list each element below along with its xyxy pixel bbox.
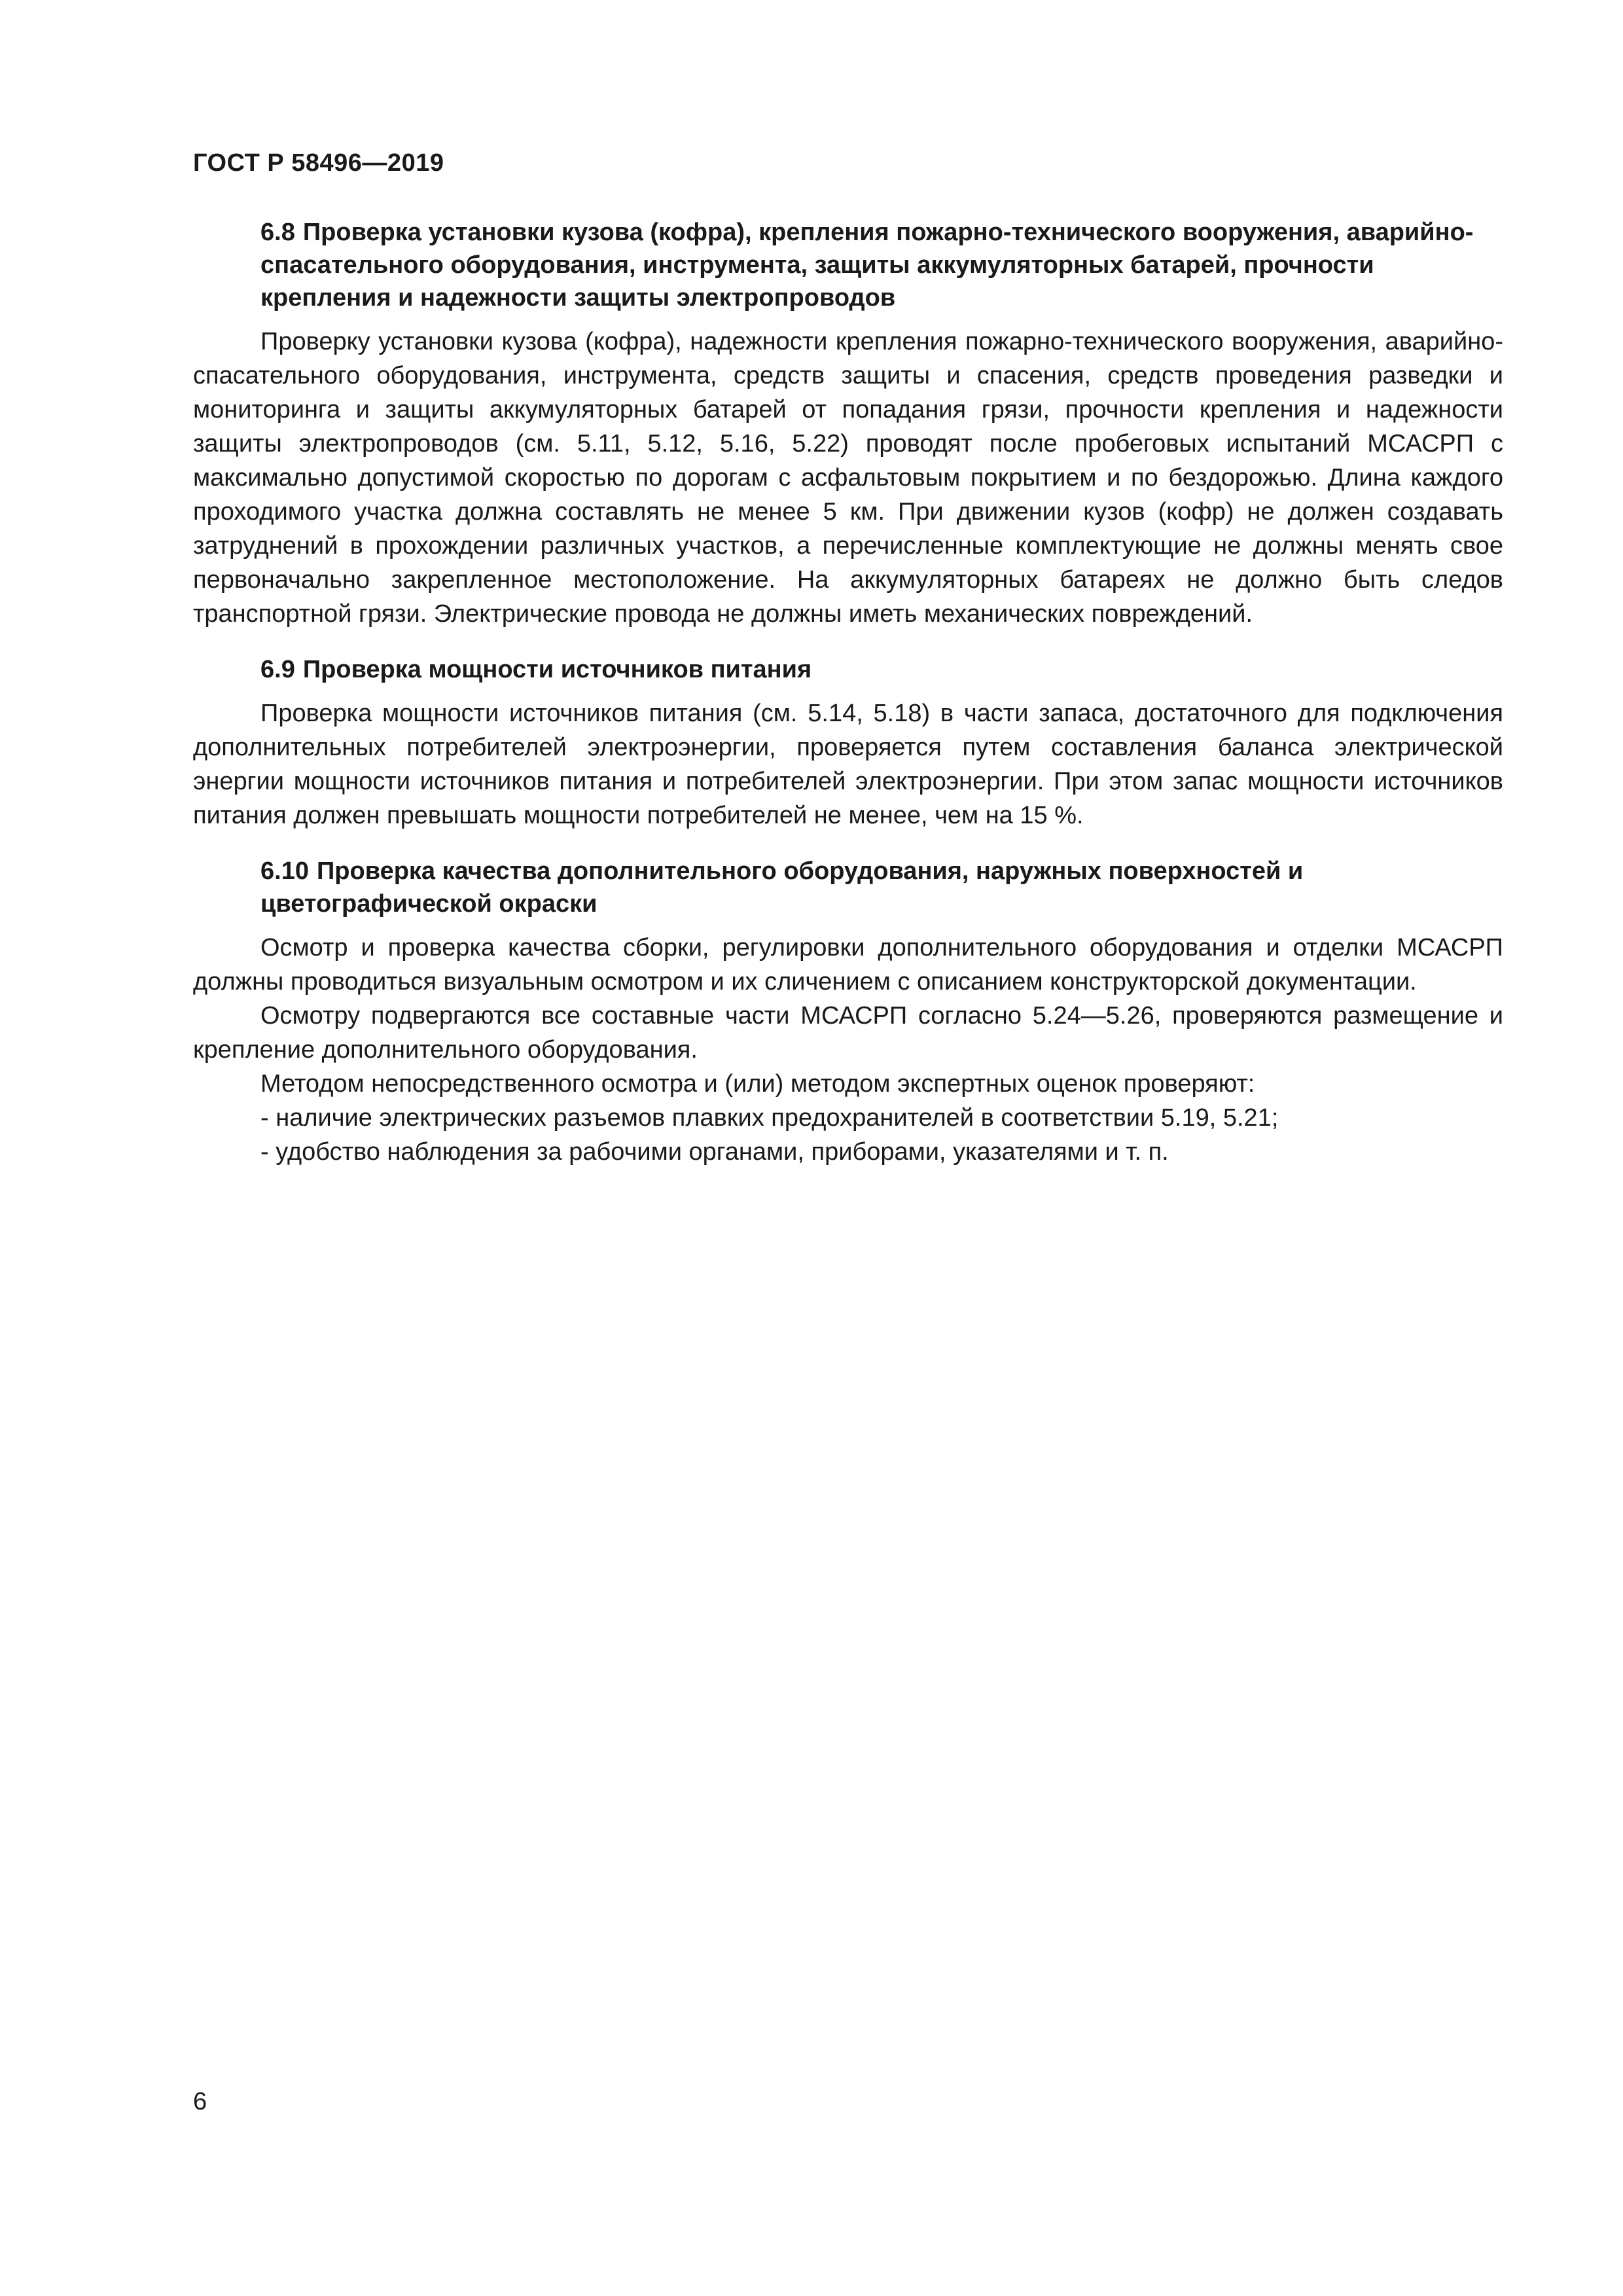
section-number: 6.9 xyxy=(260,656,295,683)
document-body xyxy=(193,216,1503,1169)
section-6-10 xyxy=(193,855,1503,1169)
paragraph: Осмотру подвергаются все составные части МСАСРП согласно 5.24—5.26, проверяются размещение и крепление дополнительного оборудования. xyxy=(193,1002,1503,1064)
paragraph: Проверку установки кузова (кофра), надежности крепления пожарно-технического вооружения, аварийно-спасательного оборудования, инструмента, средств защиты и спасения, средств проведения разведки и мониторинга и защиты аккумуляторных батарей от попадания грязи, прочности крепления и надежности защиты электропроводов (см. 5.11, 5.12, 5.16, 5.22) проводят после пробеговых испытаний МСАСРП с максимально допустимой скоростью по дорогам с асфальтовым покрытием и по бездорожью. Длина каждого проходимого участка должна составлять не менее 5 км. При движении кузов (кофр) не должен создавать затруднений в прохождении различных участков, а перечисленные комплектующие не должны менять свое первоначально закрепленное местоположение. На аккумуляторных батареях не должно быть следов транспортной грязи. Электрические провода не должны иметь механических повреждений. xyxy=(193,328,1503,628)
section-title: Проверка мощности источников питания xyxy=(302,656,812,683)
paragraph: Осмотр и проверка качества сборки, регулировки дополнительного оборудования и отделки МСАСРП должны проводиться визуальным осмотром и их сличением с описанием конструкторской документации. xyxy=(193,934,1503,996)
section-6-8 xyxy=(193,216,1503,631)
paragraph: Методом непосредственного осмотра и (или) методом экспертных оценок проверяют: xyxy=(260,1070,1255,1098)
list-item: - наличие электрических разъемов плавких предохранителей в соответствии 5.19, 5.21; xyxy=(260,1104,1279,1132)
section-title: Проверка качества дополнительного оборудования, наружных поверхностей и цветографической окраски xyxy=(260,857,1304,918)
document-id-header: ГОСТ Р 58496—2019 xyxy=(193,149,444,177)
section-heading xyxy=(193,855,1503,920)
section-heading xyxy=(193,653,1503,686)
section-number: 6.10 xyxy=(260,857,309,885)
section-heading xyxy=(193,216,1503,314)
section-6-9 xyxy=(193,653,1503,833)
section-title: Проверка установки кузова (кофра), крепления пожарно-технического вооружения, аварийно-спасательного оборудования, инструмента, защиты аккумуляторных батарей, прочности крепления и надежности защиты электропроводов xyxy=(260,219,1474,312)
section-number: 6.8 xyxy=(260,219,295,246)
paragraph: Проверка мощности источников питания (см. 5.14, 5.18) в части запаса, достаточного для подключения дополнительных потребителей электроэнергии, проверяется путем составления баланса электрической энергии мощности источников питания и потребителей электроэнергии. При этом запас мощности источников питания должен превышать мощности потребителей не менее, чем на 15 %. xyxy=(193,700,1503,829)
list-item: - удобство наблюдения за рабочими органами, приборами, указателями и т. п. xyxy=(260,1138,1169,1166)
page-number: 6 xyxy=(193,2088,207,2115)
